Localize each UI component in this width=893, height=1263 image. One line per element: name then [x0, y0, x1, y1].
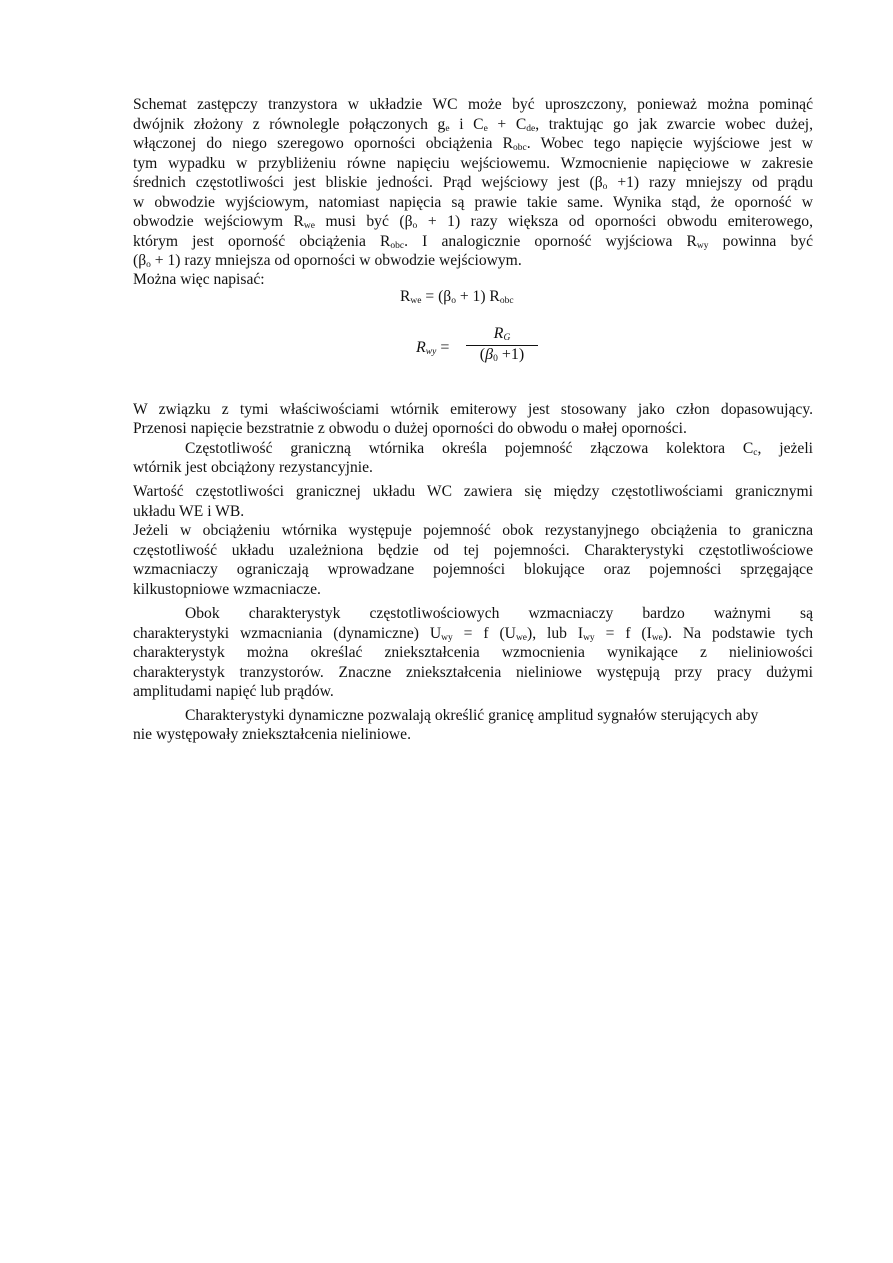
text-segment: nie występowały zniekształcenia nieliniowe.	[133, 726, 411, 743]
text-segment: Można więc napisać:	[133, 271, 265, 288]
text-line	[133, 541, 813, 560]
text-line	[185, 706, 813, 725]
text-segment: , traktując go jak zwarcie wobec dużej,	[535, 116, 813, 133]
formula-subscript: 0	[493, 354, 498, 364]
subscript: o	[146, 260, 151, 270]
text-line	[133, 521, 813, 540]
subscript: e	[483, 124, 488, 134]
subscript: we	[303, 221, 315, 231]
text-segment: powinna być	[708, 233, 813, 250]
text-segment: charakterystyk tranzystorów. Znaczne zniekształcenia nieliniowe występują przy pracy dużymi	[133, 664, 813, 681]
formula-text: + 1) R	[455, 288, 500, 305]
text-segment: tym wypadku w przybliżeniu równe napięciu wejściowemu. Wzmocnienie napięciowe w zakresie	[133, 155, 813, 172]
formula-subscript: we	[410, 296, 422, 306]
text-segment: , jeżeli	[757, 440, 813, 457]
text-segment: kilkustopniowe wzmacniacze.	[133, 581, 321, 598]
subscript: de	[526, 124, 536, 134]
subscript: o	[412, 221, 418, 231]
text-segment: Częstotliwość graniczną wtórnika określa pojemność złączowa kolektora C	[185, 440, 754, 457]
text-segment: . Wobec tego napięcie wyjściowe jest w	[526, 135, 813, 152]
text-segment: Wartość częstotliwości granicznej układu WC zawiera się między częstotliwościami granicznymi	[133, 483, 813, 500]
text-line	[133, 251, 813, 270]
text-segment: Charakterystyki dynamiczne pozwalają określić granicę amplitud sygnałów sterujących aby	[185, 707, 759, 724]
text-segment: dwójnik złożony z równolegle połączonych g	[133, 116, 446, 133]
fraction	[466, 325, 538, 364]
text-segment: Jeżeli w obciążeniu wtórnika występuje pojemność obok rezystanyjnego obciążenia to graniczna	[133, 522, 813, 539]
subscript: o	[602, 182, 608, 192]
subscript: c	[753, 448, 758, 458]
text-line	[133, 458, 813, 477]
text-segment: + 1) razy mniejsza od oporności w obwodzie wejściowym.	[150, 252, 522, 269]
text-segment: obwodzie wejściowym R	[133, 213, 304, 230]
text-segment: musi być (β	[314, 213, 413, 230]
formula-text: = (β	[421, 288, 452, 305]
text-segment: którym jest oporność obciążenia R	[133, 233, 391, 250]
text-line	[133, 115, 813, 134]
text-segment: +1) razy mniejszy od prądu	[607, 174, 813, 191]
text-line	[133, 643, 813, 662]
text-segment: = f (U	[452, 625, 516, 642]
formula-text: β	[485, 346, 494, 363]
text-line	[185, 604, 813, 623]
text-segment: średnich częstotliwości jest bliskie jedności. Prąd wejściowy jest (β	[133, 174, 603, 191]
text-line	[133, 95, 813, 114]
text-segment: w obwodzie wyjściowym, natomiast napięcia są prawie takie same. Wynika stąd, że oporność w	[133, 194, 813, 211]
formula-input-resistance	[400, 288, 514, 306]
text-segment: + 1) razy większa od oporności obwodu emiterowego,	[417, 213, 813, 230]
text-segment: częstotliwość układu uzależniona będzie od tej pojemności. Charakterystyki częstotliwościowe	[133, 542, 813, 559]
text-segment: charakterystyki wzmacniania (dynamiczne) U	[133, 625, 442, 642]
text-line	[133, 212, 813, 231]
text-line	[133, 400, 813, 419]
text-line	[133, 232, 813, 251]
text-segment: Schemat zastępczy tranzystora w układzie WC może być uproszczony, ponieważ można pominąć	[133, 96, 813, 113]
subscript: wy	[696, 241, 709, 251]
text-segment: amplitudami napięć lub prądów.	[133, 683, 334, 700]
text-segment: charakterystyk można określać zniekształcenia wzmocnienia wynikające z nieliniowości	[133, 644, 813, 661]
subscript: e	[445, 124, 450, 134]
formula-text: +1)	[497, 346, 525, 363]
numerator	[466, 325, 538, 345]
text-line	[133, 193, 813, 212]
subscript: obc	[513, 143, 527, 153]
text-line	[133, 154, 813, 173]
text-segment: + C	[487, 116, 527, 133]
text-segment: Obok charakterystyk częstotliwościowych wzmacniaczy bardzo ważnymi są	[185, 605, 813, 622]
text-segment: W związku z tymi właściwościami wtórnik emiterowy jest stosowany jako człon dopasowujący.	[133, 401, 813, 418]
subscript: obc	[390, 241, 405, 251]
text-line	[133, 682, 813, 701]
text-segment: układu WE i WB.	[133, 503, 245, 520]
text-segment: i C	[449, 116, 484, 133]
formula-subscript: o	[451, 296, 456, 306]
text-line	[133, 502, 813, 521]
text-segment: wtórnik jest obciążony rezystancyjnie.	[133, 459, 373, 476]
text-segment: . I analogicznie oporność wyjściowa R	[404, 233, 697, 250]
subscript: we	[515, 633, 528, 643]
text-segment: = f (I	[594, 625, 652, 642]
denominator	[466, 346, 538, 364]
subscript: wy	[583, 633, 595, 643]
text-line	[185, 439, 813, 458]
formula-text: R	[416, 339, 426, 356]
text-line	[133, 624, 813, 643]
formula-subscript: G	[503, 333, 511, 343]
text-line	[133, 663, 813, 682]
text-segment: ). Na podstawie tych	[662, 625, 813, 642]
text-line	[133, 134, 813, 153]
text-segment: wzmacniaczy ograniczają wprowadzane pojemności blokujące oraz pojemności sprzęgające	[133, 561, 813, 578]
text-line	[133, 173, 813, 192]
formula-text: R	[400, 288, 411, 305]
text-line	[133, 482, 813, 501]
text-line	[133, 270, 813, 289]
text-segment: Przenosi napięcie bezstratnie z obwodu o dużej oporności do obwodu o małej oporności.	[133, 420, 687, 437]
formula-subscript: obc	[499, 296, 514, 306]
text-line	[133, 560, 813, 579]
subscript: wy	[441, 633, 453, 643]
text-line	[133, 725, 813, 744]
text-segment: (β	[133, 252, 147, 269]
formula-subscript: wy	[425, 347, 437, 357]
formula-text: (	[479, 346, 486, 363]
text-line	[133, 419, 813, 438]
subscript: we	[651, 633, 663, 643]
text-segment: włączonej do niego szeregowo oporności obciążenia R	[133, 135, 514, 152]
formula-text: =	[436, 339, 450, 356]
formula-lhs	[416, 339, 449, 357]
formula-text: R	[493, 325, 504, 342]
text-line	[133, 580, 813, 599]
text-segment: ), lub I	[527, 625, 584, 642]
